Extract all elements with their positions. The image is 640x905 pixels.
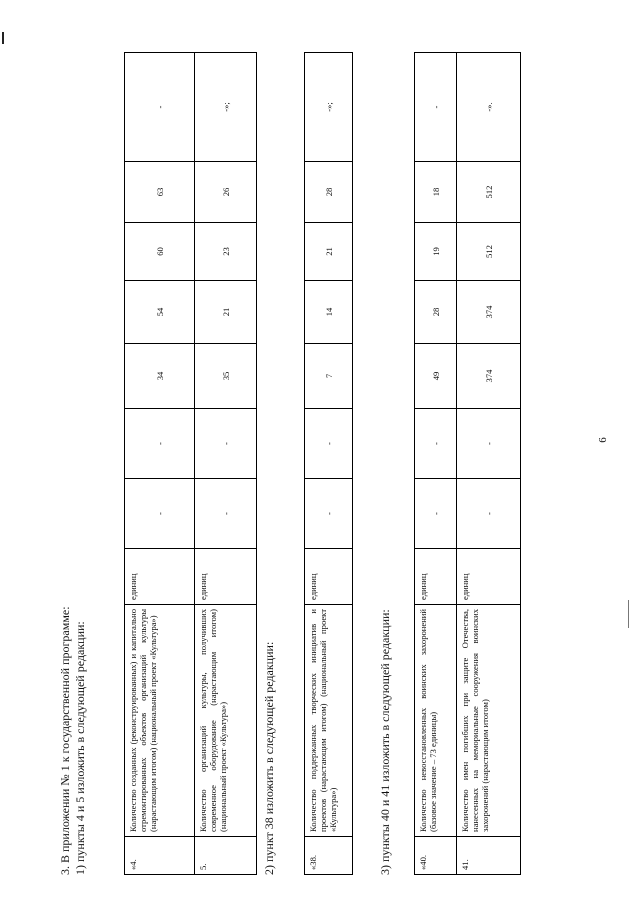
- value-cell: 23: [195, 223, 257, 281]
- value-cell: 49: [415, 344, 457, 409]
- row-number: «4.: [125, 837, 195, 875]
- value-cell: -: [457, 479, 521, 549]
- row-number: «40.: [415, 837, 457, 875]
- indicator-name: Количество организаций культуры, получивших современное оборудование (нарастающим итогом) (национальный проект «Культура»): [195, 605, 257, 837]
- value-cell: -».: [457, 53, 521, 162]
- indicator-name: Количество поддержанных творческих инициатив и проектов (нарастающим итогом) (национальный проект «Культура»): [305, 605, 353, 837]
- unit-cell: единиц: [305, 549, 353, 605]
- value-cell: 35: [195, 344, 257, 409]
- value-cell: 26: [195, 162, 257, 223]
- unit-cell: единиц: [415, 549, 457, 605]
- value-cell: -: [195, 479, 257, 549]
- value-cell: 28: [305, 162, 353, 223]
- item-3-heading: 3) пункты 40 и 41 изложить в следующей редакции:: [378, 609, 392, 875]
- value-cell: -: [125, 479, 195, 549]
- table-row: [305, 53, 353, 875]
- value-cell: 63: [125, 162, 195, 223]
- indicator-name: Количество созданных (реконструированных) и капитально отремонтированных объектов организаций культуры (нарастающим итогом) (национальный проект «Культура»): [125, 605, 195, 837]
- table-row: [415, 53, 457, 875]
- value-cell: -: [195, 409, 257, 479]
- value-cell: 14: [305, 281, 353, 344]
- value-cell: 21: [305, 223, 353, 281]
- page-number: 6: [597, 437, 609, 443]
- value-cell: 374: [457, 281, 521, 344]
- value-cell: 7: [305, 344, 353, 409]
- table-points-40-41: [414, 52, 521, 875]
- table-point-38: [304, 52, 353, 875]
- value-cell: 18: [415, 162, 457, 223]
- value-cell: -: [415, 479, 457, 549]
- value-cell: 374: [457, 344, 521, 409]
- value-cell: -: [415, 409, 457, 479]
- unit-cell: единиц: [457, 549, 521, 605]
- value-cell: -»;: [305, 53, 353, 162]
- value-cell: -: [125, 409, 195, 479]
- table-row: [125, 53, 195, 875]
- table-row: [195, 53, 257, 875]
- value-cell: -: [305, 479, 353, 549]
- value-cell: 54: [125, 281, 195, 344]
- indicator-name: Количество невосстановленных воинских захоронений (базовое значение – 73 единицы): [415, 605, 457, 837]
- value-cell: 512: [457, 162, 521, 223]
- value-cell: 19: [415, 223, 457, 281]
- value-cell: 28: [415, 281, 457, 344]
- row-number: 5.: [195, 837, 257, 875]
- value-cell: -: [457, 409, 521, 479]
- table-points-4-5: [124, 52, 257, 875]
- value-cell: -»;: [195, 53, 257, 162]
- row-number: 41.: [457, 837, 521, 875]
- value-cell: 512: [457, 223, 521, 281]
- value-cell: 21: [195, 281, 257, 344]
- value-cell: 60: [125, 223, 195, 281]
- value-cell: 34: [125, 344, 195, 409]
- unit-cell: единиц: [195, 549, 257, 605]
- item-2-heading: 2) пункт 38 изложить в следующей редакции:: [262, 641, 276, 875]
- row-number: «38.: [305, 837, 353, 875]
- value-cell: -: [125, 53, 195, 162]
- value-cell: -: [305, 409, 353, 479]
- section-heading: 3. В приложении № 1 к государственной программе:: [58, 606, 72, 875]
- indicator-name: Количество имен погибших при защите Отечества, нанесенных на мемориальные сооружения воинских захоронений (нарастающим итогом): [457, 605, 521, 837]
- item-1-heading: 1) пункты 4 и 5 изложить в следующей редакции:: [73, 621, 87, 875]
- unit-cell: единиц: [125, 549, 195, 605]
- value-cell: -: [415, 53, 457, 162]
- table-row: [457, 53, 521, 875]
